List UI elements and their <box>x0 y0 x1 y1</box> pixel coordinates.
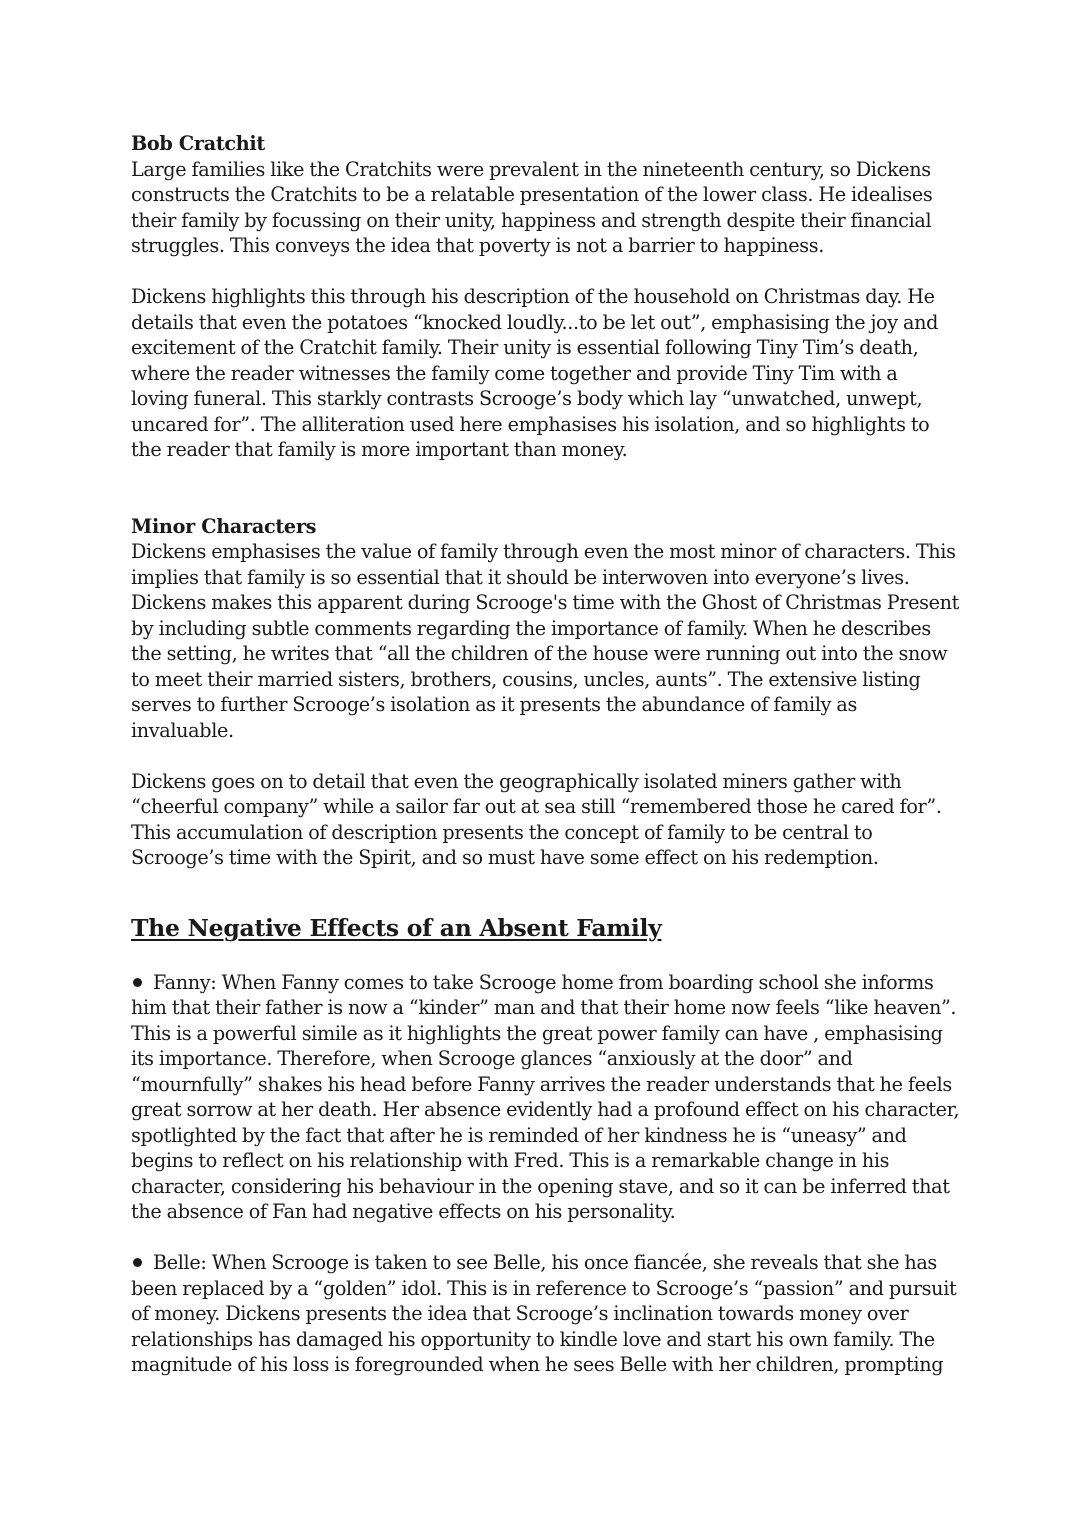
text-line: Dickens goes on to detail that even the geographically isolated miners gather with <box>131 769 902 793</box>
text-line: spotlighted by the fact that after he is reminded of her kindness he is “uneasy” and <box>131 1123 907 1147</box>
text-line: their family by focussing on their unity, happiness and strength despite their financial <box>131 208 932 232</box>
text-line: to meet their married sisters, brothers, cousins, uncles, aunts”. The extensive listing <box>131 667 921 691</box>
bullet-icon <box>133 1258 142 1267</box>
text-line: Dickens emphasises the value of family through even the most minor of characters. This <box>131 540 956 563</box>
minor-paragraph-2 <box>131 769 961 871</box>
text-line: struggles. This conveys the idea that poverty is not a barrier to happiness. <box>131 234 825 257</box>
bullet-belle <box>131 1250 961 1378</box>
text-line: invaluable. <box>131 718 234 742</box>
text-line: Dickens highlights this through his description of the household on Christmas day. He <box>131 285 935 308</box>
text-line: Dickens makes this apparent during Scrooge's time with the Ghost of Christmas Present <box>131 591 959 614</box>
text-line: “mournfully” shakes his head before Fanny arrives the reader understands that he feels <box>131 1072 952 1096</box>
text-line: the absence of Fan had negative effects on his personality. <box>131 1200 676 1223</box>
bob-paragraph-1 <box>131 157 961 259</box>
text-line: This is a powerful simile as it highlights the great power family can have , emphasising <box>131 1021 943 1045</box>
text-line: loving funeral. This starkly contrasts Scrooge’s body which lay “unwatched, unwept, <box>131 387 923 410</box>
section-title: The Negative Effects of an Absent Family <box>131 913 662 942</box>
bob-paragraph-2 <box>131 284 961 463</box>
bullet-text: Fanny: When Fanny comes to take Scrooge home from boarding school she informs <box>153 970 934 994</box>
text-line: serves to further Scrooge’s isolation as it presents the abundance of family as <box>131 693 857 716</box>
text-line: its importance. Therefore, when Scrooge glances “anxiously at the door” and <box>131 1047 853 1070</box>
page-content <box>131 131 961 1378</box>
text-line: the reader that family is more important than money. <box>131 438 628 461</box>
text-line: uncared for”. The alliteration used here emphasises his isolation, and so highlights to <box>131 412 930 436</box>
text-line: character, considering his behaviour in the opening stave, and so it can be inferred that <box>131 1174 950 1198</box>
text-line: This accumulation of description presents the concept of family to be central to <box>131 820 873 844</box>
bullet-icon <box>133 978 142 987</box>
text-line: implies that family is so essential that it should be interwoven into everyone’s lives. <box>131 565 910 589</box>
text-line: Scrooge’s time with the Spirit, and so must have some effect on his redemption. <box>131 846 879 869</box>
text-line: by including subtle comments regarding the importance of family. When he describes <box>131 616 931 640</box>
text-line <box>131 1250 961 1276</box>
text-line: where the reader witnesses the family come together and provide Tiny Tim with a <box>131 361 898 385</box>
text-line: “cheerful company” while a sailor far out at sea still “remembered those he cared for”. <box>131 795 942 818</box>
text-line: begins to reflect on his relationship with Fred. This is a remarkable change in his <box>131 1149 890 1172</box>
text-line: great sorrow at her death. Her absence evidently had a profound effect on his character, <box>131 1098 960 1121</box>
minor-characters-heading: Minor Characters <box>131 514 317 538</box>
text-line: been replaced by a “golden” idol. This is in reference to Scrooge’s “passion” and pursuit <box>131 1276 957 1300</box>
text-line: of money. Dickens presents the idea that Scrooge’s inclination towards money over <box>131 1302 909 1325</box>
bullet-fanny <box>131 970 961 1225</box>
text-line: him that their father is now a “kinder” man and that their home now feels “like heaven”. <box>131 996 957 1019</box>
minor-paragraph-1 <box>131 539 961 743</box>
text-line: the setting, he writes that “all the children of the house were running out into the snow <box>131 642 948 665</box>
text-line: constructs the Cratchits to be a relatable presentation of the lower class. He idealises <box>131 183 933 206</box>
text-line: Large families like the Cratchits were prevalent in the nineteenth century, so Dickens <box>131 157 931 181</box>
text-line: details that even the potatoes “knocked loudly...to be let out”, emphasising the joy and <box>131 310 939 334</box>
text-line: excitement of the Cratchit family. Their unity is essential following Tiny Tim’s death, <box>131 336 919 359</box>
bob-cratchit-heading: Bob Cratchit <box>131 132 265 155</box>
text-line: relationships has damaged his opportunity to kindle love and start his own family. The <box>131 1327 935 1351</box>
text-line <box>131 970 961 996</box>
text-line: magnitude of his loss is foregrounded when he sees Belle with her children, prompting <box>131 1353 944 1376</box>
bullet-text: Belle: When Scrooge is taken to see Belle, his once fiancée, she reveals that she has <box>153 1251 937 1274</box>
